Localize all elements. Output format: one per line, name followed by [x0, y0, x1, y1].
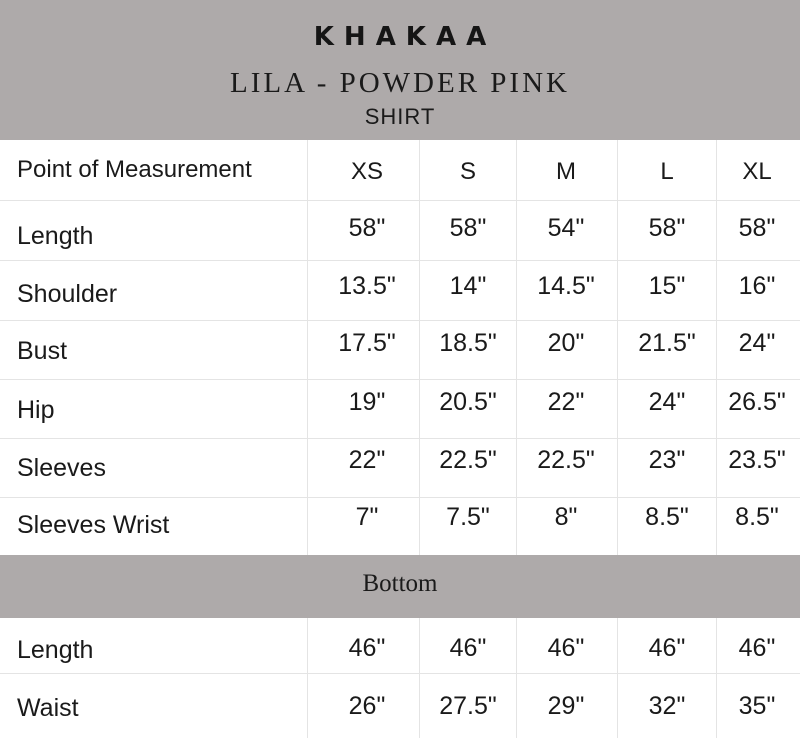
measurement-value: 46"	[547, 634, 585, 662]
measurement-value: 22.5"	[439, 446, 497, 474]
measurement-value: 58"	[738, 214, 776, 242]
column-divider	[516, 140, 517, 555]
measurement-value: 15"	[648, 272, 686, 300]
column-header-size-s: S	[459, 158, 476, 185]
measurement-value: 27.5"	[439, 692, 497, 720]
measurement-value: 20.5"	[439, 388, 497, 416]
column-header-size-l: L	[660, 158, 674, 185]
column-header-size-xs: XS	[350, 158, 383, 185]
bottom-section-title: Bottom	[362, 570, 438, 597]
measurement-value: 58"	[648, 214, 686, 242]
measurement-value: 26"	[348, 692, 386, 720]
column-divider	[307, 618, 308, 738]
product-title: LILA - POWDER PINK	[230, 67, 570, 99]
column-header-measurement: Point of Measurement	[17, 156, 252, 183]
measurement-value: 35"	[738, 692, 776, 720]
row-divider	[0, 673, 800, 674]
row-label: Waist	[17, 694, 79, 722]
category-label: SHIRT	[364, 104, 436, 129]
measurement-value: 23.5"	[728, 446, 786, 474]
measurement-value: 21.5"	[638, 329, 696, 357]
row-label: Bust	[17, 337, 68, 365]
column-divider	[516, 618, 517, 738]
measurement-value: 7.5"	[446, 503, 490, 531]
measurement-value: 14"	[449, 272, 487, 300]
measurement-value: 8"	[554, 503, 578, 531]
row-label: Sleeves	[17, 454, 106, 482]
row-label: Hip	[17, 396, 55, 424]
row-divider	[0, 320, 800, 321]
measurement-value: 58"	[449, 214, 487, 242]
brand-logo: KHAKAA	[313, 22, 497, 52]
row-label: Length	[17, 222, 94, 250]
measurement-value: 54"	[547, 214, 585, 242]
measurement-value: 13.5"	[338, 272, 396, 300]
column-divider	[617, 618, 618, 738]
measurement-value: 46"	[738, 634, 776, 662]
column-header-size-m: M	[556, 158, 576, 185]
row-divider	[0, 497, 800, 498]
measurement-value: 16"	[738, 272, 776, 300]
column-header-size-xl: XL	[742, 158, 772, 185]
column-divider	[617, 140, 618, 555]
row-divider	[0, 379, 800, 380]
measurement-value: 58"	[348, 214, 386, 242]
measurement-value: 46"	[348, 634, 386, 662]
measurement-value: 22"	[547, 388, 585, 416]
row-label: Length	[17, 636, 94, 664]
measurement-value: 23"	[648, 446, 686, 474]
measurement-value: 26.5"	[728, 388, 786, 416]
measurement-value: 17.5"	[338, 329, 396, 357]
row-label: Shoulder	[17, 280, 118, 308]
row-divider	[0, 260, 800, 261]
measurement-value: 8.5"	[645, 503, 689, 531]
measurement-value: 24"	[738, 329, 776, 357]
measurement-value: 7"	[355, 503, 379, 531]
measurement-value: 46"	[648, 634, 686, 662]
measurement-value: 14.5"	[537, 272, 595, 300]
measurement-value: 29"	[547, 692, 585, 720]
row-divider	[0, 438, 800, 439]
measurement-value: 46"	[449, 634, 487, 662]
measurement-value: 22.5"	[537, 446, 595, 474]
measurement-value: 32"	[648, 692, 686, 720]
measurement-value: 18.5"	[439, 329, 497, 357]
row-divider	[0, 200, 800, 201]
row-label: Sleeves Wrist	[17, 511, 170, 539]
measurement-value: 20"	[547, 329, 585, 357]
measurement-value: 8.5"	[735, 503, 779, 531]
measurement-value: 24"	[648, 388, 686, 416]
column-divider	[307, 140, 308, 555]
measurement-value: 19"	[348, 388, 386, 416]
measurement-value: 22"	[348, 446, 386, 474]
